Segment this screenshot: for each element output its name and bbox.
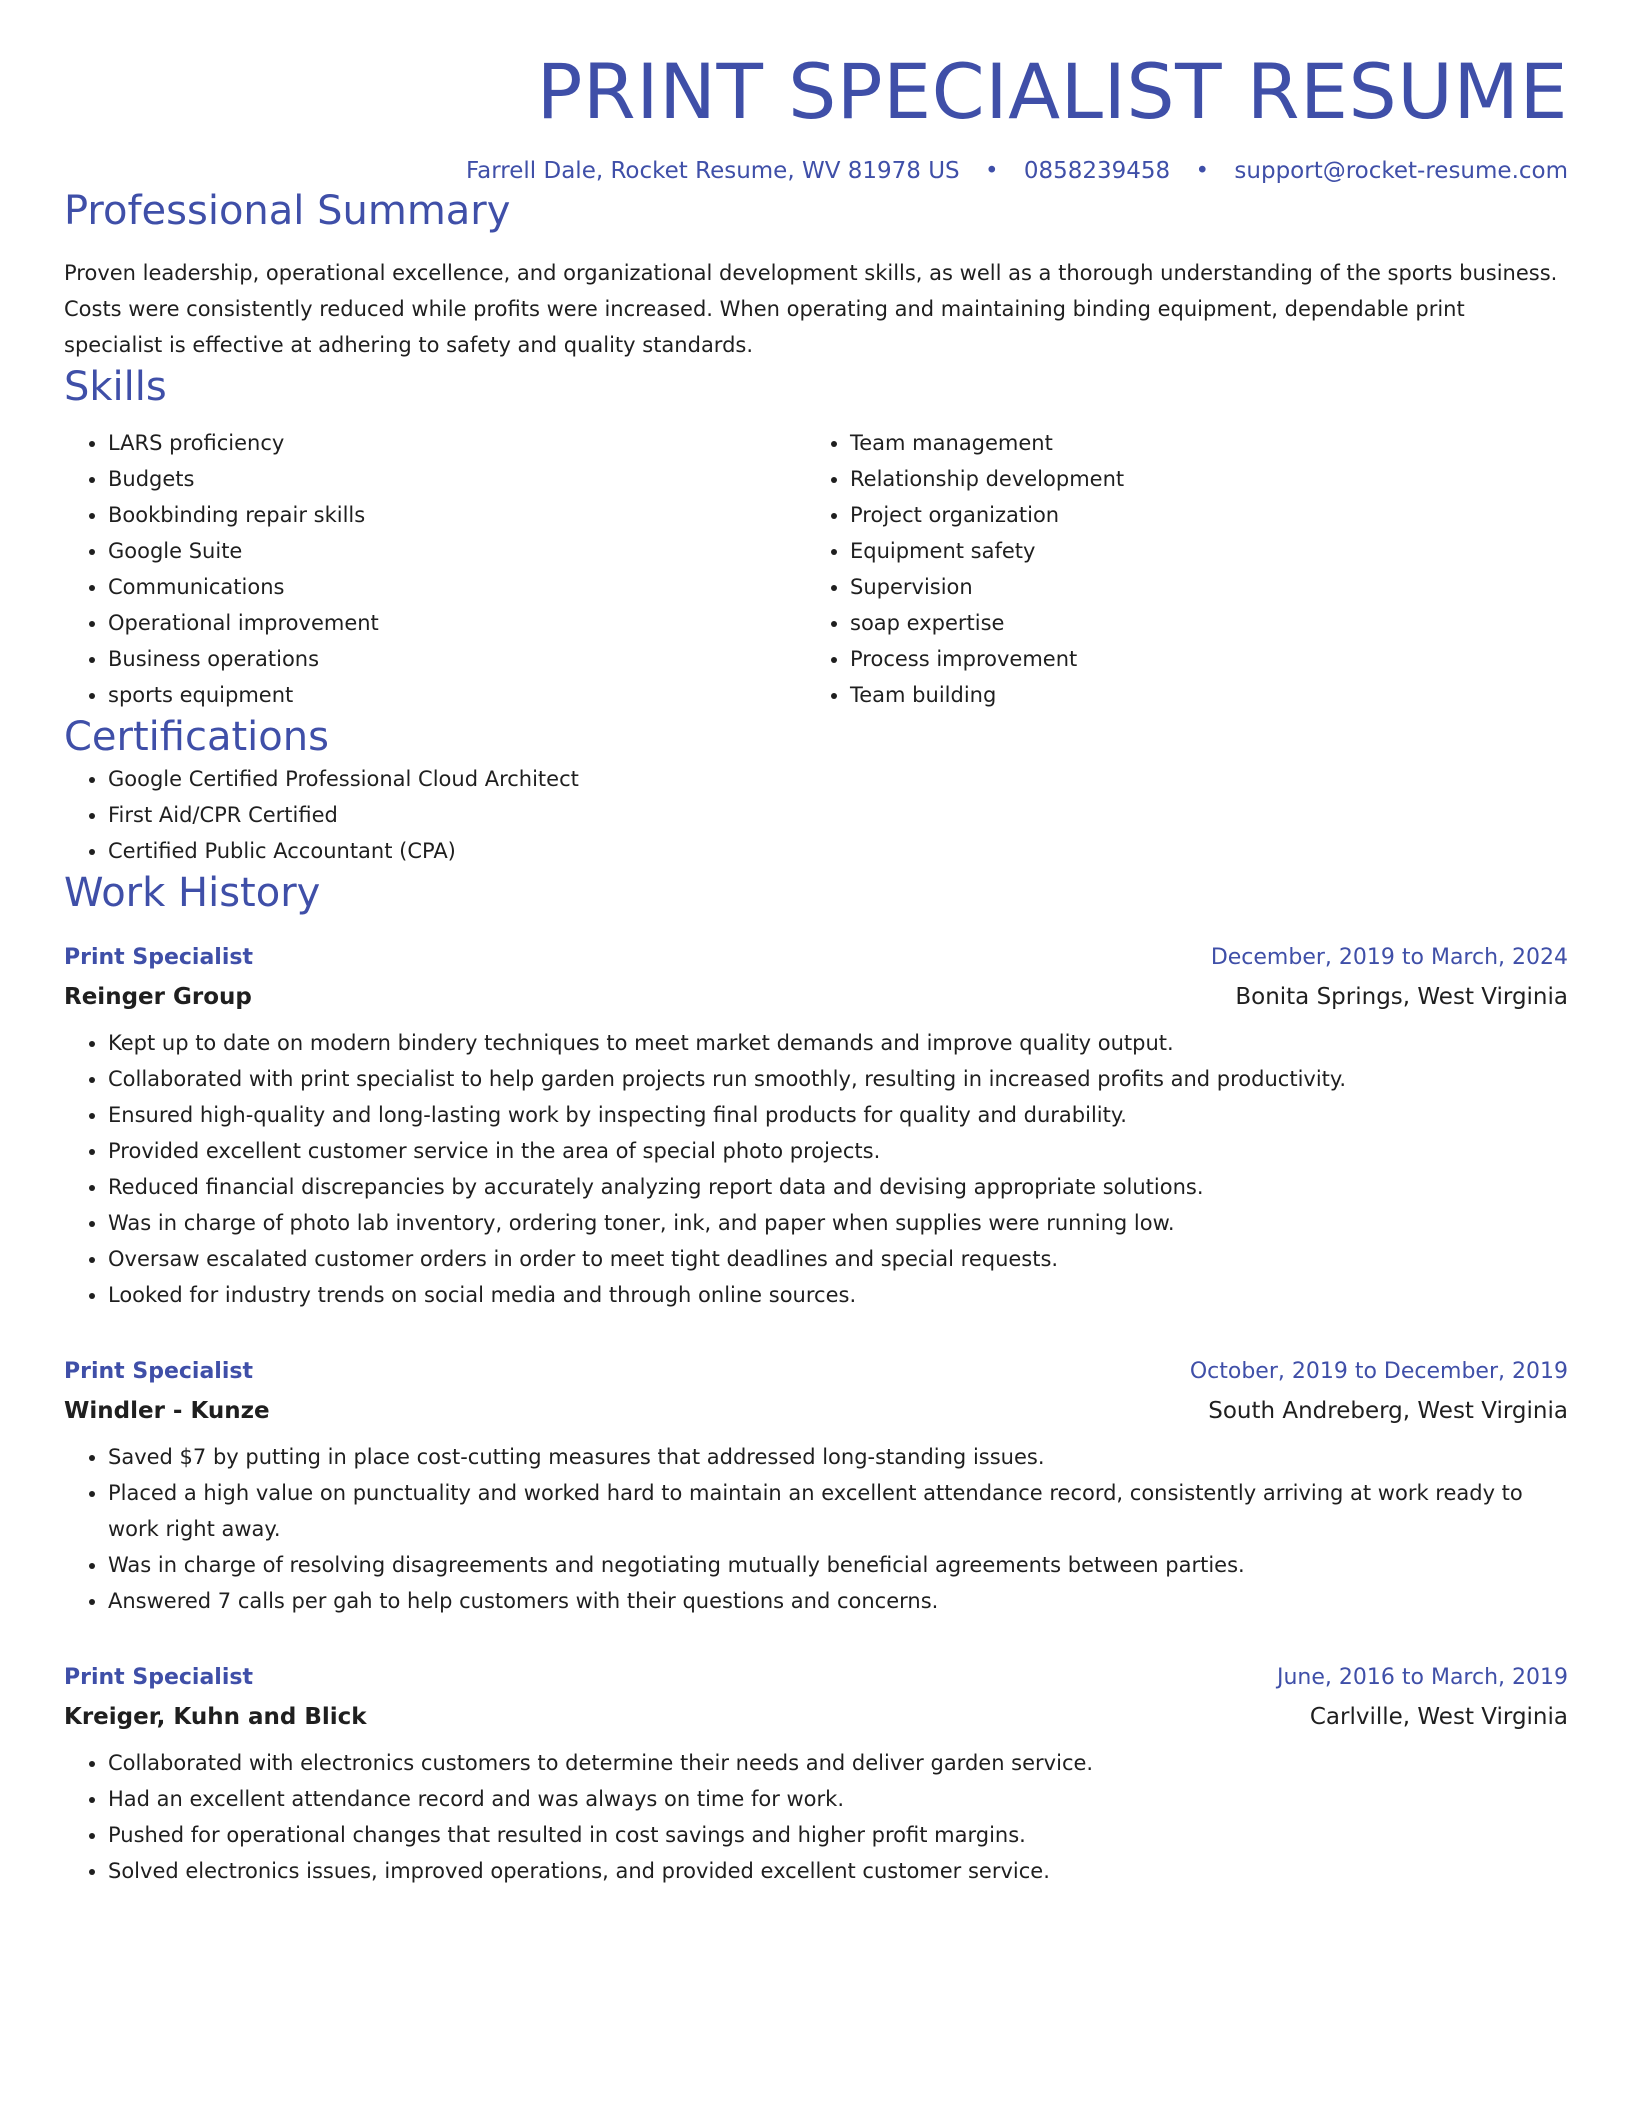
job-title-row xyxy=(64,1659,1568,1697)
job-entry xyxy=(64,1659,1568,1889)
resume-header xyxy=(64,44,1568,187)
skill-item: • Team management xyxy=(850,425,1568,461)
job-title: Print Specialist xyxy=(64,1664,253,1690)
summary-heading: Professional Summary xyxy=(64,187,511,234)
contact-separator: • xyxy=(1195,158,1210,184)
skill-item: • Google Suite xyxy=(108,533,806,569)
certifications-heading: Certifications xyxy=(64,713,329,760)
summary-text: Proven leadership, operational excellence, and organizational development skills, as well as a thorough understanding of the sports business. Costs were consistently reduced while profits were increased. When operating and maintaining binding equipment, dependable print specialist is effective at adhering to safety and quality standards. xyxy=(64,260,1558,357)
contact-phone: 0858239458 xyxy=(1023,158,1171,184)
job-bullets xyxy=(64,1439,1568,1619)
job-bullet: • Was in charge of photo lab inventory, ordering toner, ink, and paper when supplies were running low. xyxy=(108,1205,1568,1241)
job-company: Reinger Group xyxy=(64,983,252,1010)
job-company: Kreiger, Kuhn and Blick xyxy=(64,1703,367,1730)
contact-address: Farrell Dale, Rocket Resume, WV 81978 US xyxy=(466,158,960,184)
skill-item: • soap expertise xyxy=(850,605,1568,641)
job-bullet: • Kept up to date on modern bindery techniques to meet market demands and improve quality output. xyxy=(108,1025,1568,1061)
skills-list-left xyxy=(64,425,806,713)
skill-item: • Budgets xyxy=(108,461,806,497)
job-company: Windler - Kunze xyxy=(64,1397,270,1424)
skill-item: • Bookbinding repair skills xyxy=(108,497,806,533)
job-bullet: • Provided excellent customer service in the area of special photo projects. xyxy=(108,1133,1568,1169)
skill-item: • Relationship development xyxy=(850,461,1568,497)
job-title-row xyxy=(64,1353,1568,1391)
job-title: Print Specialist xyxy=(64,944,253,970)
job-bullet: • Oversaw escalated customer orders in order to meet tight deadlines and special requests. xyxy=(108,1241,1568,1277)
job-bullet: • Answered 7 calls per gah to help customers with their questions and concerns. xyxy=(108,1583,1568,1619)
contact-email: support@rocket-resume.com xyxy=(1234,158,1568,184)
job-location: Carlville, West Virginia xyxy=(1309,1703,1568,1730)
contact-separator: • xyxy=(984,158,999,184)
skill-item: • sports equipment xyxy=(108,677,806,713)
job-location: South Andreberg, West Virginia xyxy=(1208,1397,1568,1424)
resume-title: PRINT SPECIALIST RESUME xyxy=(536,47,1568,136)
job-bullet: • Pushed for operational changes that resulted in cost savings and higher profit margins. xyxy=(108,1817,1568,1853)
work-history-heading: Work History xyxy=(64,869,321,916)
contact-line xyxy=(64,157,1568,187)
job-bullet: • Saved $7 by putting in place cost-cutting measures that addressed long-standing issues. xyxy=(108,1439,1568,1475)
job-title: Print Specialist xyxy=(64,1358,253,1384)
job-bullet: • Was in charge of resolving disagreements and negotiating mutually beneficial agreements between parties. xyxy=(108,1547,1568,1583)
job-company-row xyxy=(64,977,1568,1017)
skills-grid xyxy=(64,425,1568,713)
job-bullet: • Collaborated with electronics customers to determine their needs and deliver garden service. xyxy=(108,1745,1568,1781)
skill-item: • Process improvement xyxy=(850,641,1568,677)
skill-item: • Communications xyxy=(108,569,806,605)
job-bullet: • Ensured high-quality and long-lasting work by inspecting final products for quality and durability. xyxy=(108,1097,1568,1133)
job-bullet: • Collaborated with print specialist to help garden projects run smoothly, resulting in increased profits and productivity. xyxy=(108,1061,1568,1097)
skill-item: • Business operations xyxy=(108,641,806,677)
skill-item: • Supervision xyxy=(850,569,1568,605)
job-bullet: • Solved electronics issues, improved operations, and provided excellent customer service. xyxy=(108,1853,1568,1889)
skill-item: • LARS proficiency xyxy=(108,425,806,461)
job-bullets xyxy=(64,1745,1568,1889)
skill-item: • Team building xyxy=(850,677,1568,713)
certifications-list xyxy=(64,761,1568,869)
job-entry xyxy=(64,1353,1568,1619)
job-bullet: • Had an excellent attendance record and was always on time for work. xyxy=(108,1781,1568,1817)
job-dates: October, 2019 to December, 2019 xyxy=(1189,1358,1568,1384)
skill-item: • Project organization xyxy=(850,497,1568,533)
job-bullets xyxy=(64,1025,1568,1313)
job-title-row xyxy=(64,939,1568,977)
certification-item: • Google Certified Professional Cloud Architect xyxy=(108,761,1568,797)
job-company-row xyxy=(64,1391,1568,1431)
skill-item: • Operational improvement xyxy=(108,605,806,641)
job-company-row xyxy=(64,1697,1568,1737)
job-location: Bonita Springs, West Virginia xyxy=(1235,983,1568,1010)
job-dates: December, 2019 to March, 2024 xyxy=(1210,944,1568,970)
job-dates: June, 2016 to March, 2019 xyxy=(1277,1664,1568,1690)
job-bullet: • Placed a high value on punctuality and worked hard to maintain an excellent attendance record, consistently arriving at work ready to work right away. xyxy=(108,1475,1568,1547)
certification-item: • Certified Public Accountant (CPA) xyxy=(108,833,1568,869)
job-bullet: • Reduced financial discrepancies by accurately analyzing report data and devising appropriate solutions. xyxy=(108,1169,1568,1205)
skills-list-right xyxy=(806,425,1568,713)
skills-heading: Skills xyxy=(64,363,167,410)
certification-item: • First Aid/CPR Certified xyxy=(108,797,1568,833)
job-bullet: • Looked for industry trends on social media and through online sources. xyxy=(108,1277,1568,1313)
skill-item: • Equipment safety xyxy=(850,533,1568,569)
job-entry xyxy=(64,939,1568,1313)
